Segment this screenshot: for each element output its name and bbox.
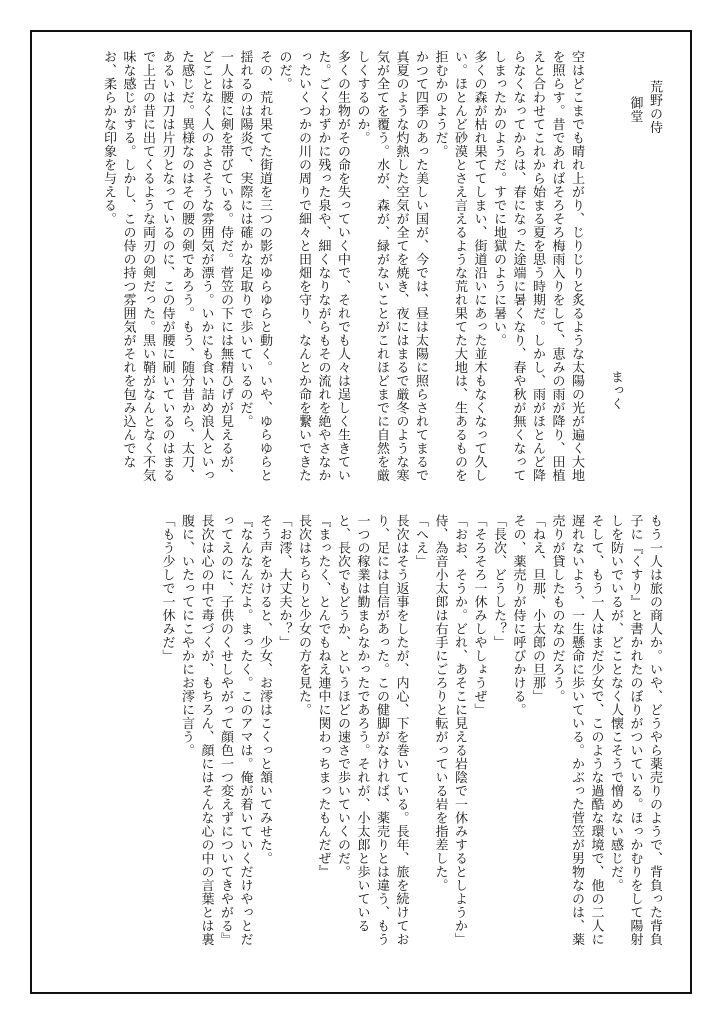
site-name: 御堂	[627, 96, 643, 123]
paragraph: かつて四季のあった美しい国が、今では、昼は太陽に照らされてまるで真夏のような灼熱した空気が全てを焼き、夜にはまるで厳冬のような寒気が全てを覆う。水が、森が、緑がないことがこれほどまでに自然を厳しくするのか。	[354, 50, 428, 482]
paragraph: その、荒れ果てた街道を三つの影がゆらゆらと動く。いや、ゆらゆらと揺れるのは陽炎で、実際には確かな足取りで歩いているのだ。	[237, 50, 272, 482]
paragraph: 多くの森が枯れ果ててしまい、街道沿いにあった並木もなくなって久しい。ほとんど砂漠とさえ言えるような荒れ果てた大地は、生あるものを拒むかのようだ。	[432, 50, 487, 482]
spacer	[586, 50, 606, 490]
dialogue-line: 「そろそろ一休みしやしょうぜ」	[471, 514, 487, 717]
dialogue-line: 「もう少しで一休みだ」	[159, 514, 175, 663]
paragraph: 一人は腰に剣を帯びている。侍だ。菅笠の下には無精ひげが見えるが、どことなく人のよさそうな雰囲気が漂う。いかにも食い詰め浪人といった感じだ。異様なのはその腰の剣であろう。もう、随分昔から、太刀、あるいは刀は片刃となっているのに、この侍が腰に刷いているのはまるで上古の昔に出てくるような両刃の剣だった。黒い鞘がなんとなく不気味な感じがする。しかし、この侍の持つ雰囲気がそれを包み込んでなお、柔らかな印象を与える。	[101, 50, 233, 482]
paragraph: そして、もう一人はまだ少女で、このような過酷な環境で、他の二人に遅れないよう、一生懸命に歩いている。かぶった菅笠が男物なのは、薬売りが貸したものなのだろう。	[549, 514, 604, 946]
thought-line: 『なんなんだよ。まったく。このアマは。俺が着いていくだけやっとだってえのに、子供のくせしやがって顔色一つ変えずについてきやがる』	[218, 514, 253, 946]
paragraph: 多くの生物がその命を失っていく中で、それでも人々は逞しく生きていた。ごくわずかに残った泉や、細くなりながらもその流れを絶やさなかったいくつかの川の周りで細々と田畑を守り、なんとか命を繋いできたのだ。	[276, 50, 350, 482]
lower-text-block	[54, 514, 664, 954]
upper-text-block	[54, 50, 664, 490]
paragraph: その、薬売りが侍に呼びかける。	[510, 514, 526, 717]
dialogue-line: 「へえ」	[413, 514, 428, 568]
dialogue-line: 「長次、どうした？」	[491, 514, 506, 649]
author-name: まっく	[608, 370, 623, 411]
dialogue-line: 「ねえ、旦那、小太郎の旦那」	[530, 514, 545, 703]
paragraph: 空はどこまでも晴れ上がり、じりじりと炙るような太陽の光が遍く大地を照らす。昔であればそろそろ梅雨入りをして、恵みの雨が降り、田植えと合わせてこれから始まる夏を思う時期だ。しかし、雨がほとんど降らなくなってからは、春になった途端に暑くなり、春や秋が無くなってしまったかのようだ。すでに地獄のように暑い。	[491, 50, 584, 482]
paragraph: 侍、為音小太郎は右手にごろりと転がっている岩を指差した。	[432, 514, 448, 892]
paragraph: 長次は心の中で毒づくが、もちろん、顔にはそんな心の中の言葉とは裏腹に、いたってにこやかにお澪に言う。	[179, 514, 214, 946]
dialogue-line: 「お澪、大丈夫か？」	[276, 514, 292, 649]
paragraph: もう一人は旅の商人か。いや、どうやら薬売りのようで、背負った背負子に『くすり』と書かれたのぼりがついている。ほっかむりをして陽射しを防いでいるが、どことなく人懐こそうで憎めない感じだ。	[608, 514, 662, 946]
dialogue-line: 「おお、そうか。どれ、あそこに見える岩陰で一休みするとしようか」	[452, 514, 467, 946]
paragraph: 長次はそう返事をしたが、内心、下を巻いている。長年、旅を続けており、足には自信があった。この健脚がなければ、薬売りとは違う、もう一つの稼業は勤まらなかったであろう。それが、小太郎と歩いていると、長次でもどうか、というほどの速さで歩いていくのだ。	[335, 514, 409, 946]
paragraph: そう声をかけると、少女、お澪はこくっと頷いてみせた。	[257, 514, 272, 865]
story-title: 荒野の侍	[647, 80, 662, 134]
paragraph: 長次はちらりと少女の方を見た。	[296, 514, 311, 717]
thought-line: 『まったく、とんでもねえ連中に関わっちまったもんだぜ』	[315, 514, 331, 879]
page-frame	[30, 30, 692, 994]
